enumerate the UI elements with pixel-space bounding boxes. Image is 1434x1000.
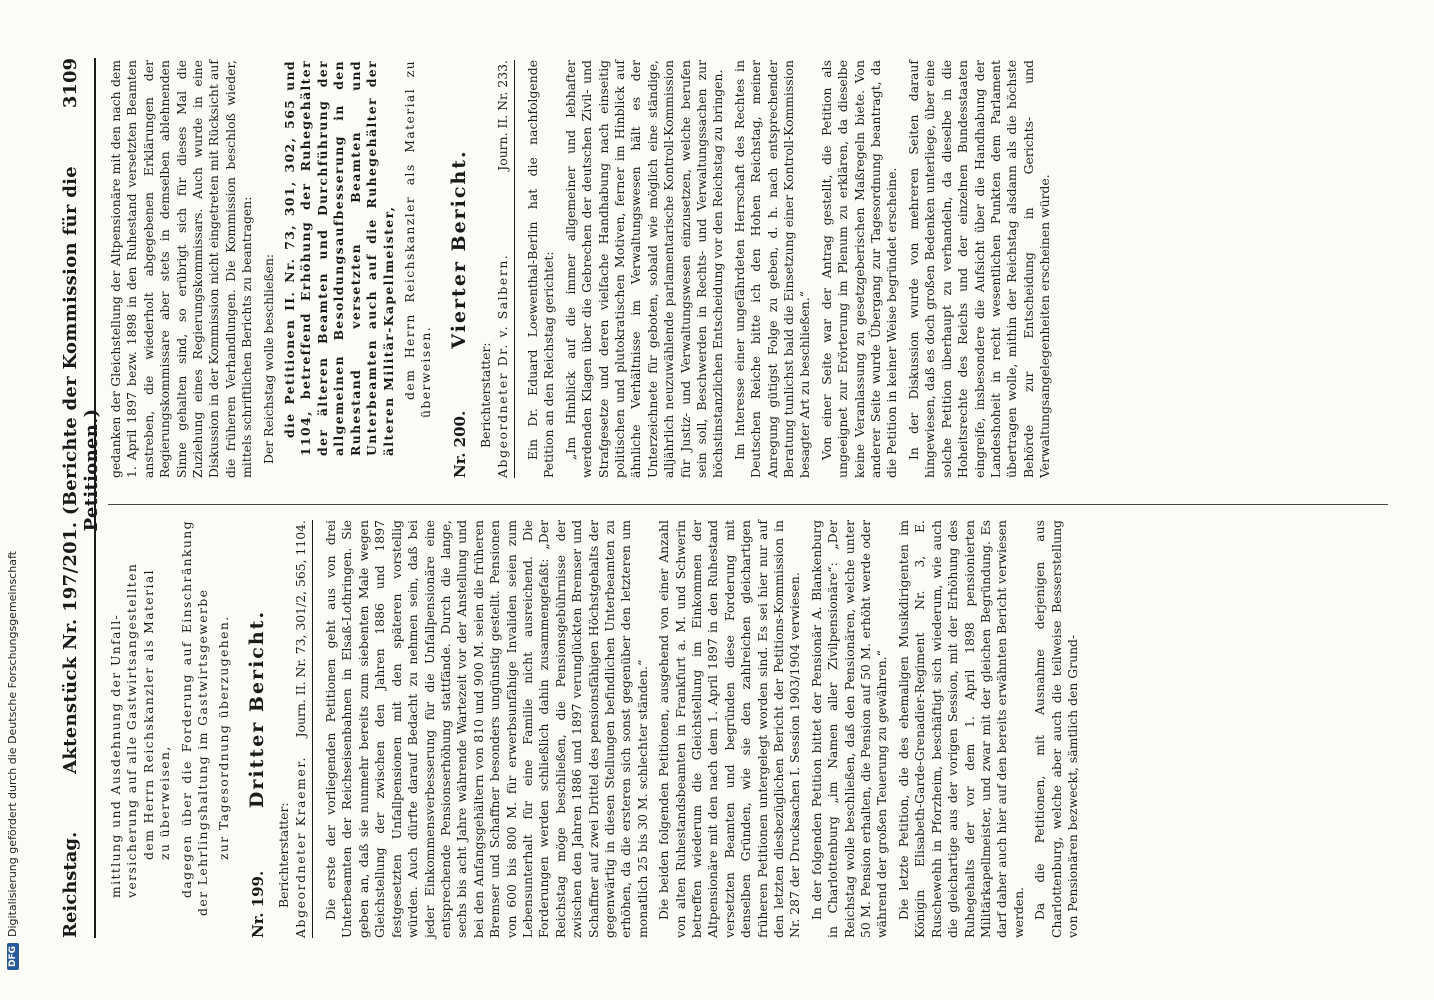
header-left: Reichstag.	[60, 831, 81, 938]
intro-decision-line: zu überweisen,	[157, 745, 173, 860]
resolution-text: die Petitionen II. Nr. 73, 301, 302, 565 und 1104, betreffend Erhöhung der Ruhegehälter der älteren Beamten und Durchführung der allgemeinen Besoldungsaufbesserung in den Ruhestand versetzten Beamten und Unterbeamten auch auf die Ruhegehälter der älteren Militär-Kapellmeister,	[282, 60, 396, 456]
digitization-text: Digitalisierung gefördert durch die Deutsche Forschungsgemeinschaft	[6, 551, 19, 937]
report-title: Vierter Bericht.	[447, 149, 470, 349]
journal-reference: Journ. II. Nr. 73, 301/2, 565, 1104.	[292, 520, 308, 738]
resolution-intro: Der Reichstag wolle beschließen:	[260, 253, 276, 464]
intro-closing: zur Tagesordnung überzugehen.	[216, 615, 232, 860]
intro-decision-line: mittlung und Ausdehnung der Unfall-	[108, 613, 123, 898]
digitization-note	[6, 551, 19, 970]
paragraph: Von einer Seite war der Antrag gestellt, die Petition als ungeeignet zur Erörterung im Plenum zu erklären, da dieselbe keine Veranlassung zu gesetzgeberischen Maßregeln biete. Von anderer Seite wurde Übergang zur Tagesordnung beantragt, da die Petition in keiner Weise begründet erscheine.	[818, 60, 900, 478]
rapporteur-block	[276, 520, 313, 938]
report-199-heading	[245, 520, 268, 938]
paragraph: Die beiden folgenden Petitionen, ausgehend von einer Anzahl von alten Ruhestandsbeamten in Frankfurt a. M. und Schwerin betreffen wiederum die Gleichstellung im Einkommen der Altpensionäre mit den nach dem 1. April 1897 in den Ruhestand versetzten Beamten und begründen diese Forderung mit denselben Gründen, wie sie den zahlreichen gleichartigen früheren Petitionen untergelegt worden sind. Es sei hier nur auf den letzten diesbezüglichen Bericht der Petitions-Kommission in Nr. 287 der Drucksachen I. Session 1903/1904 verwiesen.	[656, 520, 803, 938]
report-200-heading	[447, 60, 470, 478]
rapporteur-label: Berichterstatter:	[478, 342, 494, 448]
intro-decision-line: dem Herrn Reichskanzler als Material	[140, 569, 156, 860]
paragraph: „Im Hinblick auf die immer allgemeiner und lebhafter werdenden Klagen über die Gebrechen der deutschen Zivil- und Strafgesetze und deren vielfache Handhabung nach einseitig politischen und plutokratischen Motiven, ferner im Hinblick auf ähnliche Verhältnisse im Verwaltungswesen hält es der Unterzeichnete für geboten, sobald wie möglich eine ständige, alljährlich neuzuwählende parlamentarische Kontroll-Kommission für Justiz- und Verwaltungswesen einzusetzen, welche berufen sein soll, Beschwerden in Rechts- und Verwaltungssachen zur höchstinstanzlichen Entscheidung vor den Reichstag zu bringen.	[562, 60, 726, 478]
paragraph: In der folgenden Petition bittet der Pensionär A. Blankenburg in Charlottenburg „im Namen aller Zivilpensionäre“: „Der Reichstag wolle beschließen, daß den Pensionären, welche unter 50 M. Pension erhalten, die Pension auf 50 M. erhöht werde oder während der großen Teuerung zu gewähren.“	[808, 520, 890, 938]
left-column	[108, 520, 1086, 938]
rapporteur-block	[478, 60, 515, 478]
dfg-logo: DFG	[7, 943, 19, 970]
journal-reference: Journ. II. Nr. 233.	[494, 60, 510, 171]
rapporteur-label: Berichterstatter:	[276, 802, 292, 908]
continuation-paragraph: gedanken der Gleichstellung der Altpensionäre mit den nach dem 1. April 1897 bezw. 1898 in den Ruhestand versetzten Beamten anstreben, die wiederholt abgegebenen Erklärungen der Regierungskommissare aber stets in demselben ablehnenden Sinne gehalten sind, so erübrigt sich für dieses Mal die Zuziehung eines Regierungskommissars. Auch wurde in eine Diskussion in der Kommission nicht eingetreten mit Rücksicht auf die früheren Verhandlungen. Die Kommission beschloß wieder, mittels schriftlichen Berichts zu beantragen:	[108, 60, 255, 478]
paragraph: Da die Petitionen, mit Ausnahme derjenigen aus Charlottenburg, welche aber auch die teilweise Besserstellung von Pensionären bezweckt, sämtlich den Grund-	[1032, 520, 1080, 938]
header-title: Aktenstück Nr. 197/201. (Berichte der Kommission für die Petitionen.)	[60, 165, 102, 774]
right-column	[108, 60, 1059, 478]
paragraph: Die erste der vorliegenden Petitionen geht aus von drei Unterbeamten der Reichseisenbahnen in Elsaß-Lothringen. Sie geben an, daß sie nunmehr bereits zum siebenten Male wegen Gleichstellung der zwischen den Jahren 1886 und 1897 festgesetzten Unfallpensionen mit den späteren vorstellig würden. Auch dürfte darauf Bedacht zu nehmen sein, daß bei jeder Einkommensverbesserung für die Unfallpensionäre eine entsprechende Pensionserhöhung stattfände. Durch die lange, sechs bis acht Jahre währende Wartezeit vor der Anstellung und bei den Anfangsgehältern von 810 und 900 M. seien die früheren Bremser und Schaffner besonders ungünstig gestellt. Pensionen von 600 bis 800 M. für erwerbsunfähige Invaliden seien zum Lebensunterhalt für eine Familie nicht ausreichend. Die Forderungen werden schließlich dahin zusammengefaßt: „Der Reichstag möge beschließen, die Pensionsgebührnisse der zwischen den Jahren 1886 und 1897 verunglückten Bremser und Schaffner auf zwei Drittel des pensionsfähigen Höchstgehalts der gegenwärtig in diesen Stellungen befindlichen Unterbeamten zu erhöhen, da die ersteren sich sonst gegenüber den letzteren um monatlich 25 bis 30 M. schlechter ständen.“	[323, 520, 650, 938]
intro-decision-2: dagegen über die Forderung auf Einschränkung der Lehrlingshaltung im Gastwirtsgewerbe	[178, 520, 211, 916]
rapporteur-name: Abgeordneter Kraemer.	[292, 755, 308, 938]
page-number: 3109	[60, 58, 81, 109]
report-title: Dritter Bericht.	[245, 609, 268, 809]
column-divider	[108, 504, 1388, 505]
running-header	[60, 58, 102, 938]
report-number: Nr. 199.	[248, 870, 267, 938]
paragraph: In der Diskussion wurde von mehreren Seiten darauf hingewiesen, daß es doch großen Bedenken unterliege, über eine solche Petition überhaupt zu verhandeln, da dieselbe in die Hoheitsrechte des Reichs und der einzelnen Bundesstaaten eingreife, insbesondere die Aufsicht über die Handhabung der Landeshoheit in recht wesentlichen Punkten dem Parlament übertragen wolle, mithin der Reichstag alsdann als die höchste Behörde zur Entscheidung in Gerichts- und Verwaltungsangelegenheiten erscheinen würde.	[905, 60, 1053, 478]
paragraph: Ein Dr. Eduard Loewenthal-Berlin hat die nachfolgende Petition an den Reichstag gerichtet:	[524, 60, 557, 478]
report-number: Nr. 200.	[450, 410, 469, 478]
rapporteur-name: Abgeordneter Dr. v. Salbern.	[494, 253, 510, 478]
resolution-closing: dem Herrn Reichskanzler als Material zu überweisen.	[401, 60, 434, 418]
paragraph: Im Interesse einer ungefährdeten Herrschaft des Rechtes in Deutschen Reiche bitte ich den Hohen Reichstag, meiner Anregung gütigst Folge zu geben, d. h. nach entsprechender Beratung tunlichst bald die Einsetzung einer Kontroll-Kommission besagter Art zu beschließen.“	[731, 60, 813, 478]
paragraph: Die letzte Petition, die des ehemaligen Musikdirigenten im Königin Elisabeth-Garde-Grenadier-Regiment Nr. 3, E. Ruschewehh in Pforzheim, beschäftigt sich wiederum, wie auch die gleichartige aus der vorigen Session, mit der Erhöhung des Ruhegehalts der vor dem 1. April 1898 pensionierten Militärkapellmeister, und zwar mit der gleichen Begründung. Es darf daher auch hier auf den bereits erwähnten Bericht verwiesen werden.	[895, 520, 1026, 938]
intro-decision-line: versicherung auf alle Gastwirtsangestellten	[124, 562, 140, 898]
